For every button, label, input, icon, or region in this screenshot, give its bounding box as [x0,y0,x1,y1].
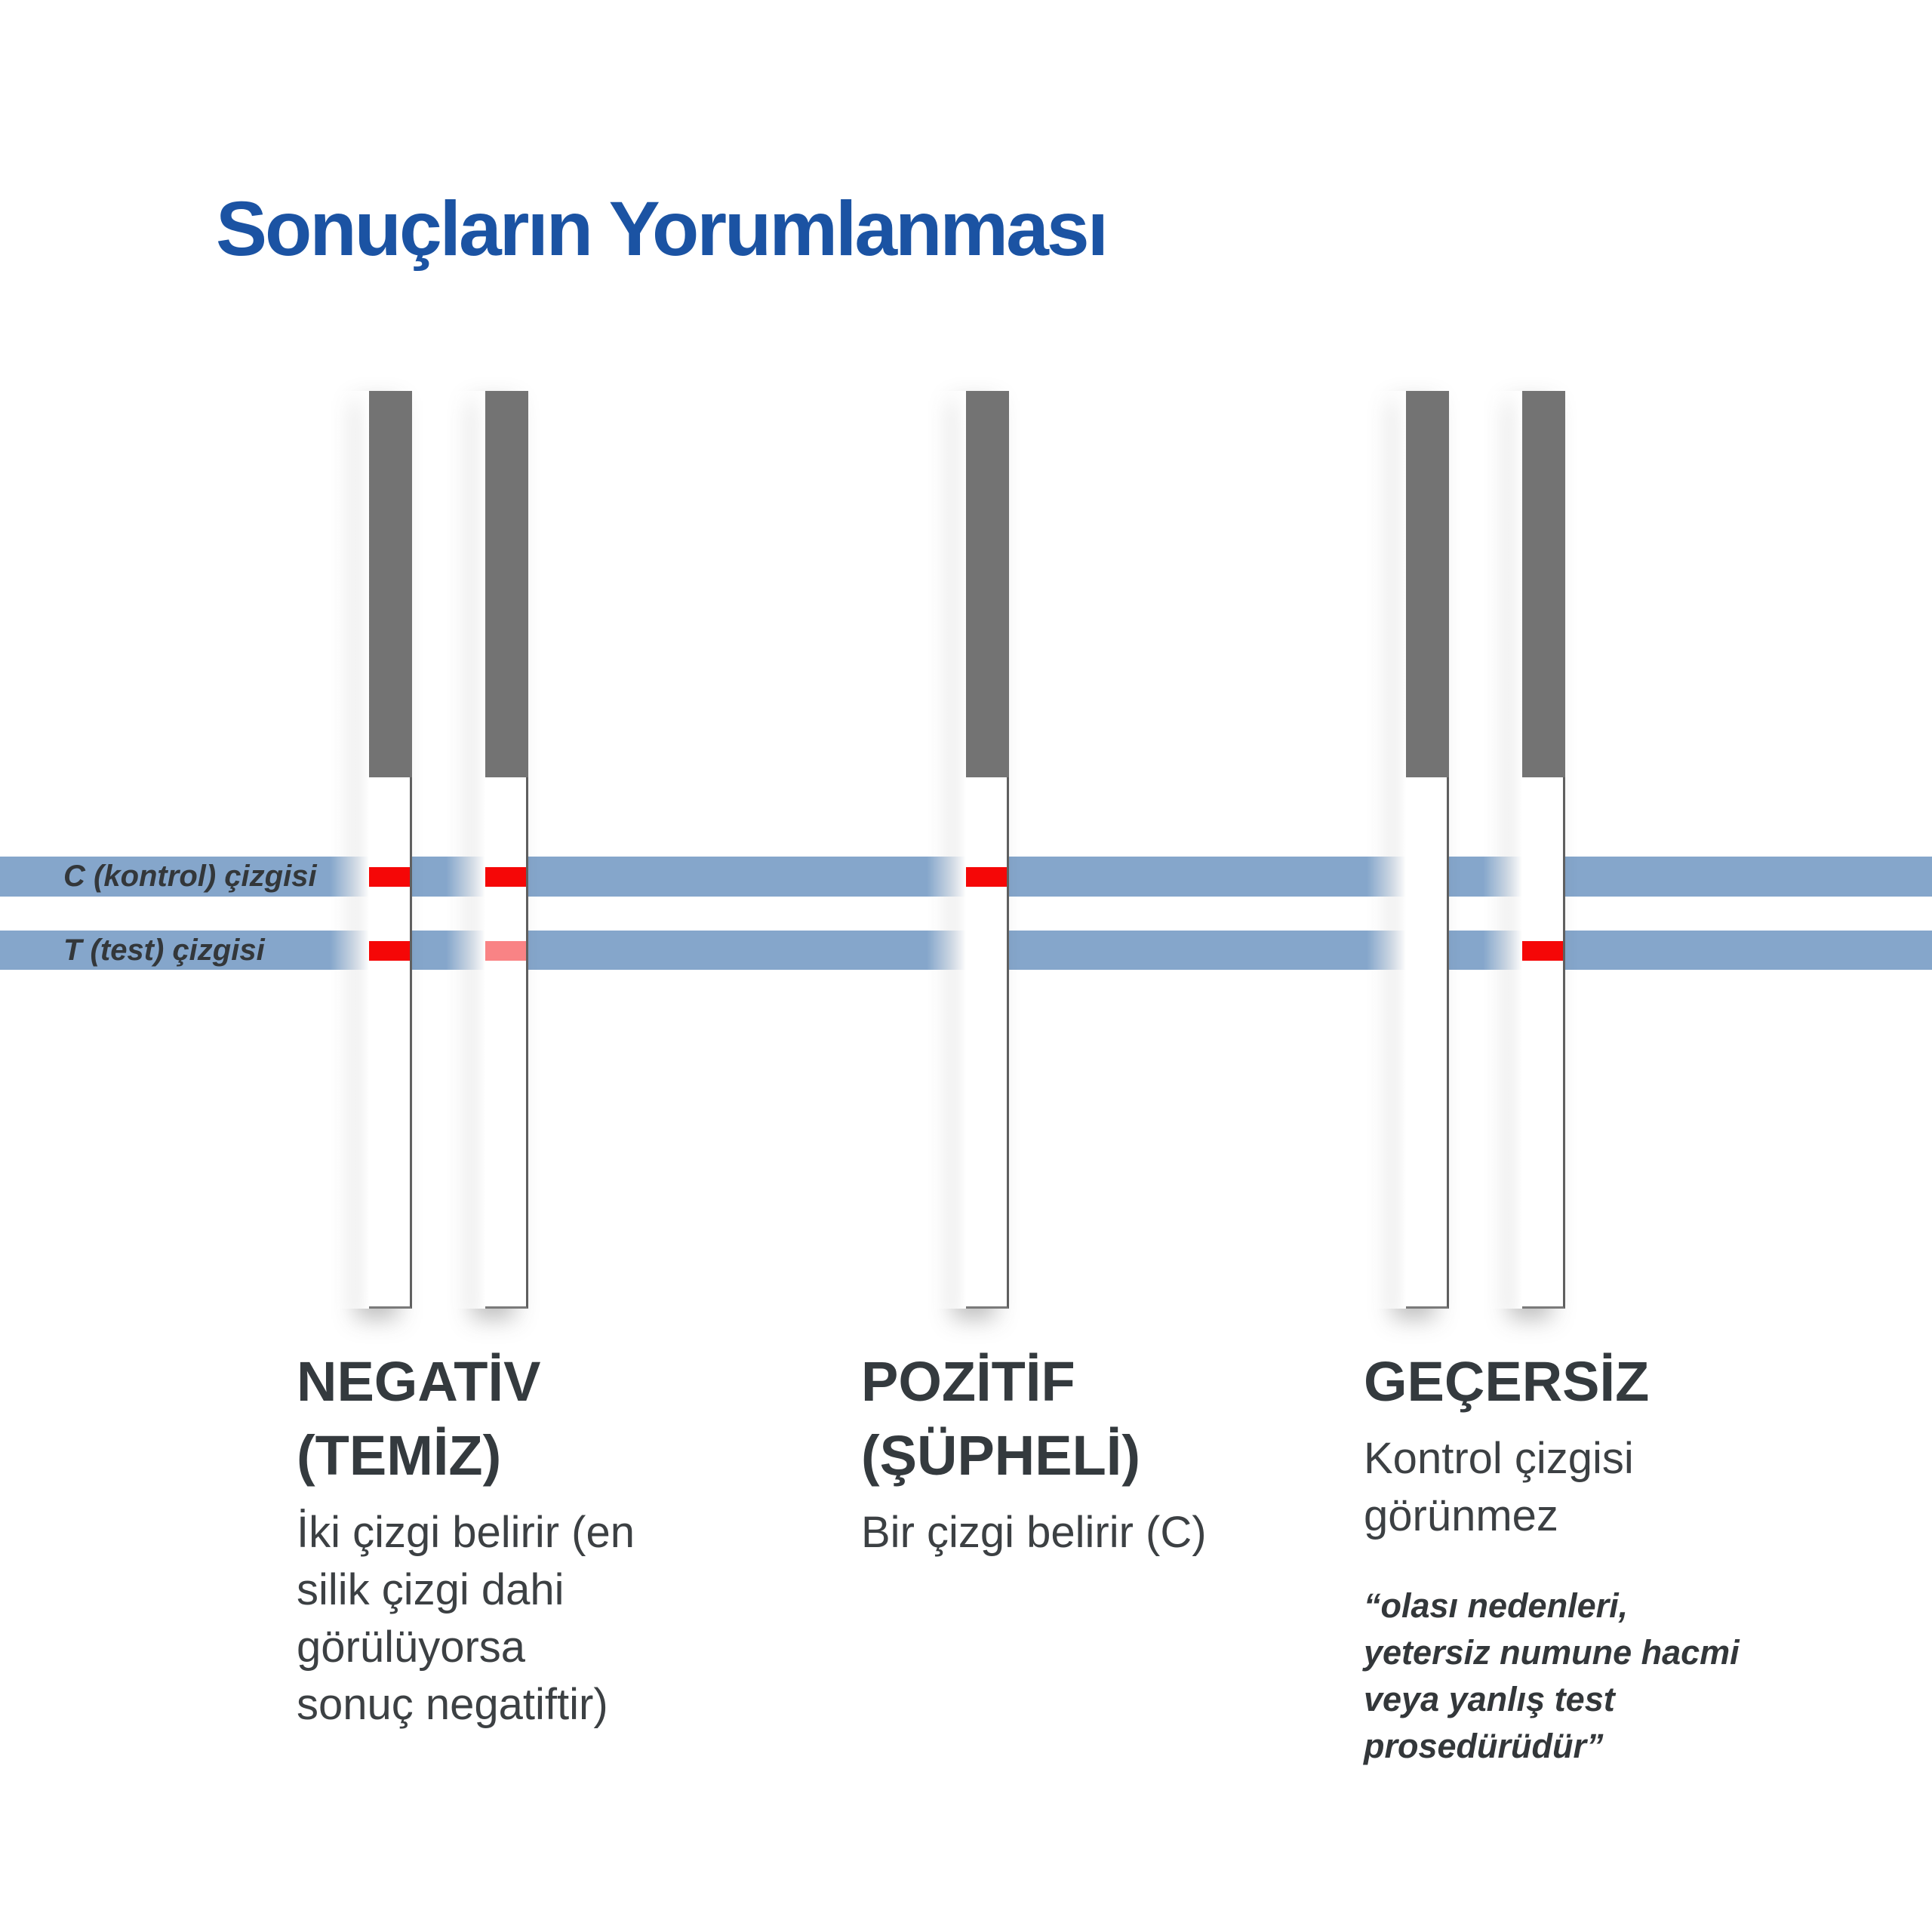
page-title: Sonuçların Yorumlanması [216,186,1106,272]
result-invalid [1364,1345,1740,1770]
result-positive-description [861,1504,1207,1561]
result-invalid-note [1364,1583,1740,1770]
strip-handle [369,391,412,777]
control-line-mark [369,867,410,887]
strip-membrane [369,777,412,1309]
strip-membrane [966,777,1009,1309]
heading-line: (ŞÜPHELİ) [861,1424,1140,1487]
strip-invalid-2 [1522,391,1565,1309]
description-line: görülüyorsa [297,1623,526,1672]
heading-line: (TEMİZ) [297,1424,502,1487]
note-line: veya yanlış test [1364,1680,1615,1718]
heading-line: GEÇERSİZ [1364,1350,1650,1413]
control-line-mark [485,867,526,887]
result-invalid-description [1364,1430,1740,1545]
strip-membrane [1406,777,1449,1309]
strip-handle [485,391,528,777]
note-line: prosedürüdür” [1364,1727,1604,1765]
strip-membrane [1522,777,1565,1309]
result-positive-heading [861,1345,1207,1493]
control-line-mark [966,867,1007,887]
strip-handle [966,391,1009,777]
strip-negative-2 [485,391,528,1309]
description-line: görünmez [1364,1491,1558,1540]
note-line: “olası nedenleri, [1364,1586,1629,1625]
test-line-mark [1522,941,1563,961]
test-line-mark [369,941,410,961]
strip-handle [1406,391,1449,777]
note-line: yetersiz numune hacmi [1364,1633,1740,1672]
result-negative-description [297,1504,635,1734]
description-line: sonuç negatiftir) [297,1680,608,1729]
test-band-label: T (test) çizgisi [63,934,265,967]
heading-line: POZİTİF [861,1350,1075,1413]
result-invalid-heading [1364,1345,1740,1419]
test-line-mark [485,941,526,961]
description-line: İki çizgi belirir (en [297,1508,635,1557]
strip-positive [966,391,1009,1309]
strip-handle [1522,391,1565,777]
result-negative-heading [297,1345,635,1493]
description-line: Kontrol çizgisi [1364,1434,1634,1483]
strip-invalid-1 [1406,391,1449,1309]
strip-negative-1 [369,391,412,1309]
heading-line: NEGATİV [297,1350,541,1413]
strip-membrane [485,777,528,1309]
result-negative [297,1345,635,1734]
description-line: Bir çizgi belirir (C) [861,1508,1207,1557]
control-band-label: C (kontrol) çizgisi [63,860,317,893]
description-line: silik çizgi dahi [297,1565,565,1614]
result-positive [861,1345,1207,1561]
